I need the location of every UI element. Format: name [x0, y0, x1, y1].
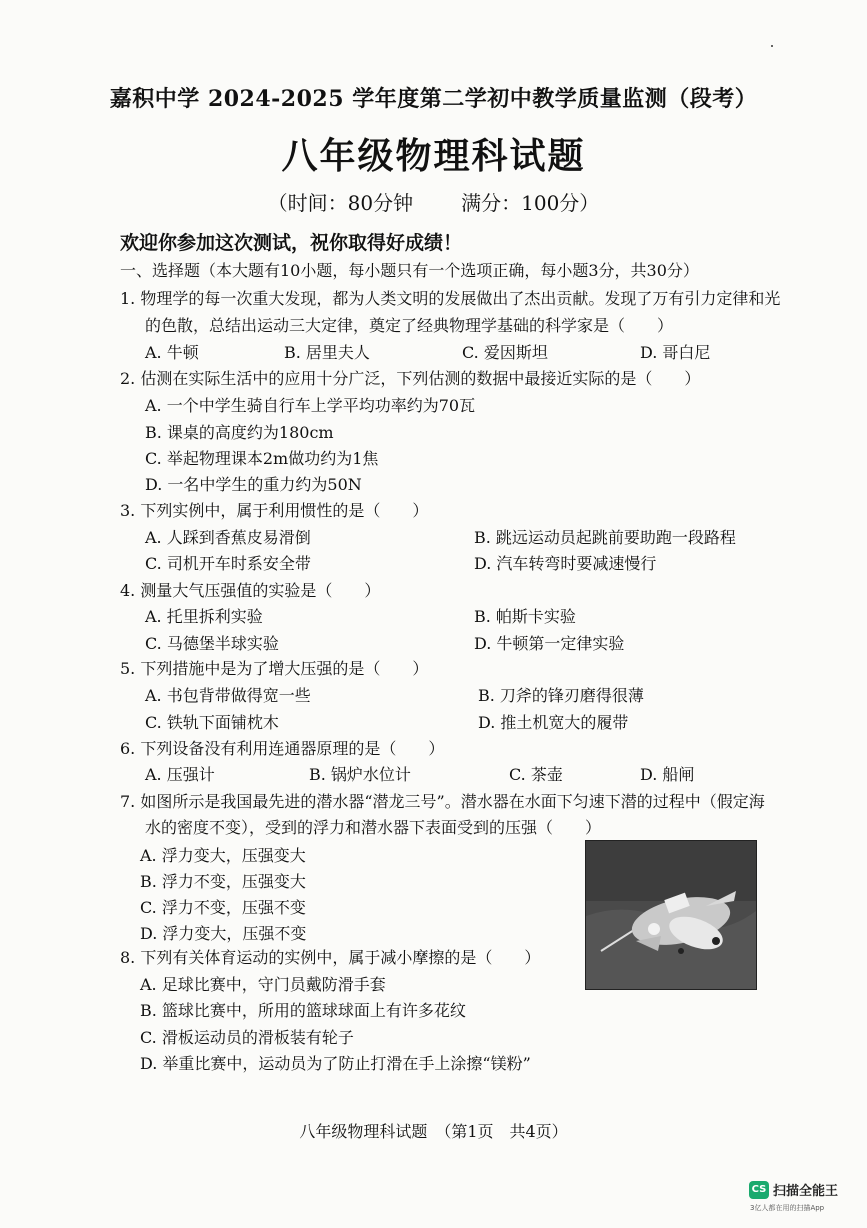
scanner-watermark	[749, 1180, 838, 1199]
exam-title: 八年级物理科试题	[281, 135, 586, 177]
q6-option-c: C. 茶壶	[509, 765, 563, 784]
question-2-line-1: 2. 估测在实际生活中的应用十分广泛，下列估测的数据中最接近实际的是（ ）	[120, 369, 701, 388]
q7-option-d: D. 浮力变大，压强不变	[140, 924, 307, 943]
page-footer: 八年级物理科试题 （第1页 共4页）	[299, 1122, 568, 1141]
q1-option-b: B. 居里夫人	[284, 343, 370, 362]
question-7-line-2: 水的密度不变），受到的浮力和潜水器下表面受到的压强（ ）	[145, 818, 602, 837]
section-heading: 一、选择题（本大题有10小题，每小题只有一个选项正确，每小题3分，共30分）	[120, 261, 699, 280]
q4-option-d: D. 牛顿第一定律实验	[474, 634, 625, 653]
q2-option-d: D. 一名中学生的重力约为50N	[145, 475, 362, 494]
scanner-label: 扫描全能王	[773, 1184, 839, 1199]
submersible-photo	[585, 840, 757, 990]
q6-option-a: A. 压强计	[145, 765, 215, 784]
q1-option-d: D. 哥白尼	[640, 343, 711, 362]
q1-option-a: A. 牛顿	[145, 343, 199, 362]
question-1-line-2: 的色散，总结出运动三大定律，奠定了经典物理学基础的科学家是（ ）	[145, 316, 674, 335]
question-3-line-1: 3. 下列实例中，属于利用惯性的是（ ）	[120, 501, 429, 520]
q8-option-c: C. 滑板运动员的滑板装有轮子	[140, 1028, 354, 1047]
q1-option-c: C. 爱因斯坦	[462, 343, 548, 362]
q4-option-b: B. 帕斯卡实验	[474, 607, 576, 626]
q6-option-d: D. 船闸	[640, 765, 695, 784]
q5-option-d: D. 推土机宽大的履带	[478, 713, 629, 732]
question-8-line-1: 8. 下列有关体育运动的实例中，属于减小摩擦的是（ ）	[120, 948, 541, 967]
question-4-line-1: 4. 测量大气压强值的实验是（ ）	[120, 581, 381, 600]
exam-info	[0, 187, 867, 216]
welcome-text: 欢迎你参加这次测试，祝你取得好成绩！	[120, 232, 463, 254]
question-6-line-1: 6. 下列设备没有利用连通器原理的是（ ）	[120, 739, 445, 758]
scanner-tagline: 3亿人都在用的扫描App	[750, 1204, 825, 1212]
q3-option-b: B. 跳远运动员起跳前要助跑一段路程	[474, 528, 736, 547]
q4-option-c: C. 马德堡半球实验	[145, 634, 279, 653]
question-7-line-1: 7. 如图所示是我国最先进的潜水器“潜龙三号”。潜水器在水面下匀速下潜的过程中（假定海	[120, 792, 765, 811]
question-5-line-1: 5. 下列措施中是为了增大压强的是（ ）	[120, 659, 429, 678]
scan-speck	[771, 45, 773, 47]
q4-option-a: A. 托里拆利实验	[145, 607, 263, 626]
q2-option-c: C. 举起物理课本2m做功约为1焦	[145, 449, 379, 468]
q8-option-b: B. 篮球比赛中，所用的篮球球面上有许多花纹	[140, 1001, 466, 1020]
q2-option-b: B. 课桌的高度约为180cm	[145, 423, 334, 442]
submersible-illustration	[586, 841, 756, 989]
q6-option-b: B. 锅炉水位计	[309, 765, 411, 784]
q5-option-b: B. 刀斧的锋刃磨得很薄	[478, 686, 644, 705]
q7-option-c: C. 浮力不变，压强不变	[140, 898, 306, 917]
q5-option-a: A. 书包背带做得宽一些	[145, 686, 311, 705]
q8-option-a: A. 足球比赛中，守门员戴防滑手套	[140, 975, 386, 994]
q8-option-d: D. 举重比赛中，运动员为了防止打滑在手上涂擦“镁粉”	[140, 1054, 531, 1073]
camscanner-logo-icon: CS	[749, 1181, 769, 1199]
q3-option-d: D. 汽车转弯时要减速慢行	[474, 554, 657, 573]
score-info: 满分：100分）	[461, 191, 600, 215]
school-title: 嘉积中学 2024-2025 学年度第二学初中教学质量监测（段考）	[109, 86, 758, 112]
time-info: （时间：80分钟	[267, 191, 414, 215]
q3-option-c: C. 司机开车时系安全带	[145, 554, 311, 573]
q3-option-a: A. 人踩到香蕉皮易滑倒	[145, 528, 311, 547]
question-1-line-1: 1. 物理学的每一次重大发现，都为人类文明的发展做出了杰出贡献。发现了万有引力定律和光	[120, 289, 781, 308]
q5-option-c: C. 铁轨下面铺枕木	[145, 713, 279, 732]
q7-option-a: A. 浮力变大，压强变大	[140, 846, 306, 865]
q2-option-a: A. 一个中学生骑自行车上学平均功率约为70瓦	[145, 396, 476, 415]
q7-option-b: B. 浮力不变，压强变大	[140, 872, 306, 891]
